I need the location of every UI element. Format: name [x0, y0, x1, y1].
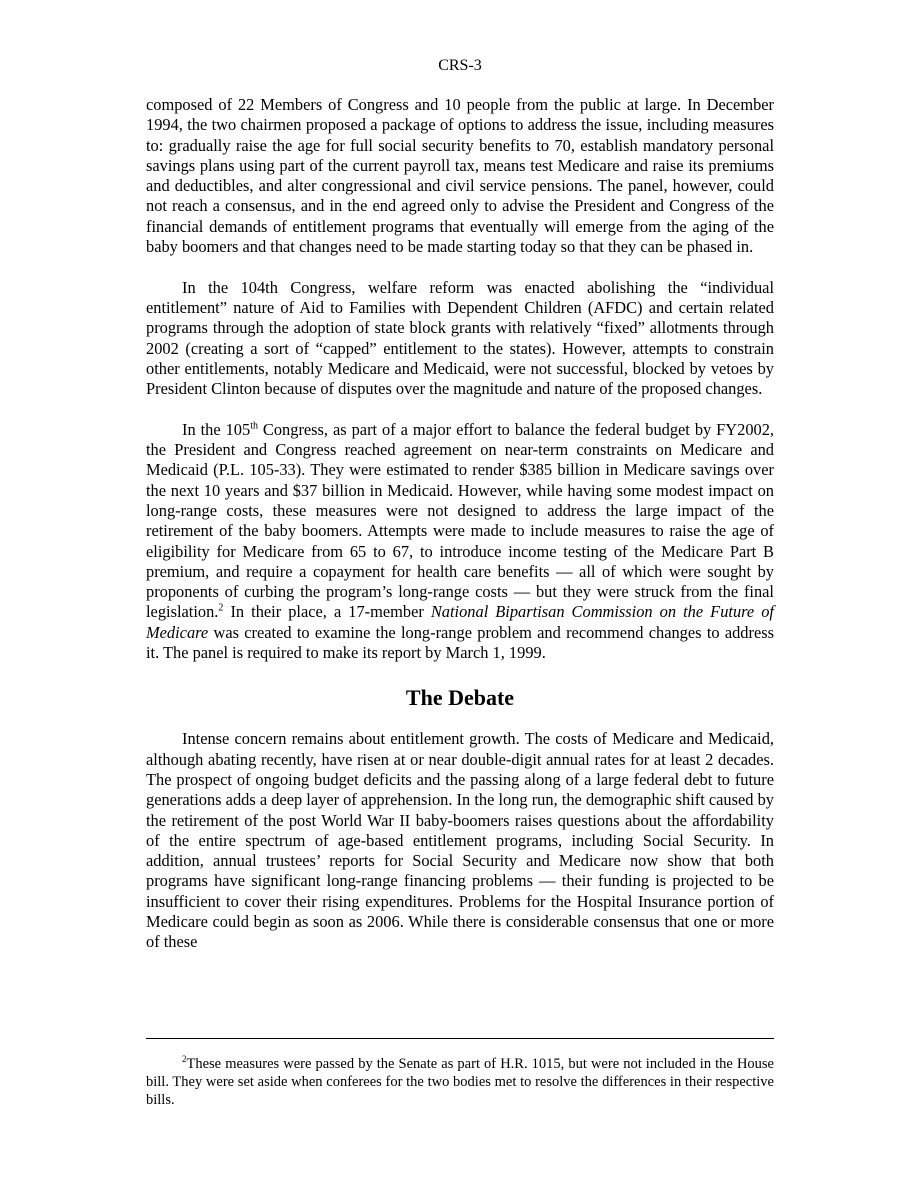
- paragraph-4: Intense concern remains about entitlement growth. The costs of Medicare and Medicaid, although abating recently, have risen at or near double-digit annual rates for at least 2 decades. The prospect of ongoing budget deficits and the passing along of a large federal debt to future generations adds a deep layer of apprehension. In the long run, the demographic shift caused by the retirement of the post World War II baby-boomers raises questions about the affordability of the entire spectrum of age-based entitlement programs, including Social Security. In addition, annual trustees’ reports for Social Security and Medicare now show that both programs have significant long-range financing problems — their funding is projected to be insufficient to cover their rising expenditures. Problems for the Hospital Insurance portion of Medicare could begin as soon as 2006. While there is considerable consensus that one or more of these: [146, 729, 774, 952]
- document-body: [146, 95, 774, 953]
- paragraph-1: composed of 22 Members of Congress and 10 people from the public at large. In December 1994, the two chairmen proposed a package of options to address the issue, including measures to: gradually raise the age for full social security benefits to 70, establish mandatory personal savings plans using part of the current payroll tax, means test Medicare and raise its premiums and deductibles, and alter congressional and civil service pensions. The panel, however, could not reach a consensus, and in the end agreed only to advise the President and Congress of the financial demands of entitlement programs that eventually will emerge from the aging of the baby boomers and that changes need to be made starting today so that they can be phased in.: [146, 95, 774, 257]
- section-heading: The Debate: [405, 685, 515, 711]
- footnote-divider: [146, 1038, 774, 1039]
- paragraph-2: In the 104th Congress, welfare reform was enacted abolishing the “individual entitlement” nature of Aid to Families with Dependent Children (AFDC) and certain related programs through the adoption of state block grants with relatively “fixed” allotments through 2002 (creating a sort of “capped” entitlement to the states). However, attempts to constrain other entitlements, notably Medicare and Medicaid, were not successful, blocked by vetoes by President Clinton because of disputes over the magnitude and nature of the proposed changes.: [146, 277, 774, 399]
- footnote-text: These measures were passed by the Senate as part of H.R. 1015, but were not included in the House bill. They were set aside when conferees for the two bodies met to resolve the differences in their respective bills.: [146, 1056, 774, 1108]
- commission-name: National Bipartisan Commission on the Future of Medicare: [146, 602, 774, 642]
- paragraph-3-part-a: In the 105: [182, 419, 251, 439]
- paragraph-3: [146, 420, 774, 664]
- footnote: [146, 1055, 774, 1109]
- footnote-number: 2: [182, 1054, 187, 1065]
- paragraph-3-part-d: was created to examine the long-range problem and recommend changes to address it. The panel is required to make its report by March 1, 1999.: [146, 622, 774, 663]
- ordinal-superscript: th: [250, 420, 258, 432]
- footnote-reference[interactable]: 2: [218, 602, 224, 614]
- paragraph-3-part-b: Congress, as part of a major effort to balance the federal budget by FY2002, the President and Congress reached agreement on near-term constraints on Medicare and Medicaid (P.L. 105-33). They were estimated to render $385 billion in Medicare savings over the next 10 years and $37 billion in Medicaid. However, while having some modest impact on long-range costs, these measures were not designed to address the large impact of the retirement of the baby boomers. Attempts were made to include measures to raise the age of eligibility for Medicare from 65 to 67, to introduce income testing of the Medicare Part B premium, and require a copayment for health care benefits — all of which were sought by proponents of curbing the program’s long-range costs — but they were struck from the final legislation.: [146, 419, 774, 622]
- page-header: CRS-3: [438, 57, 482, 74]
- paragraph-3-part-c: In their place, a 17-member: [223, 602, 431, 622]
